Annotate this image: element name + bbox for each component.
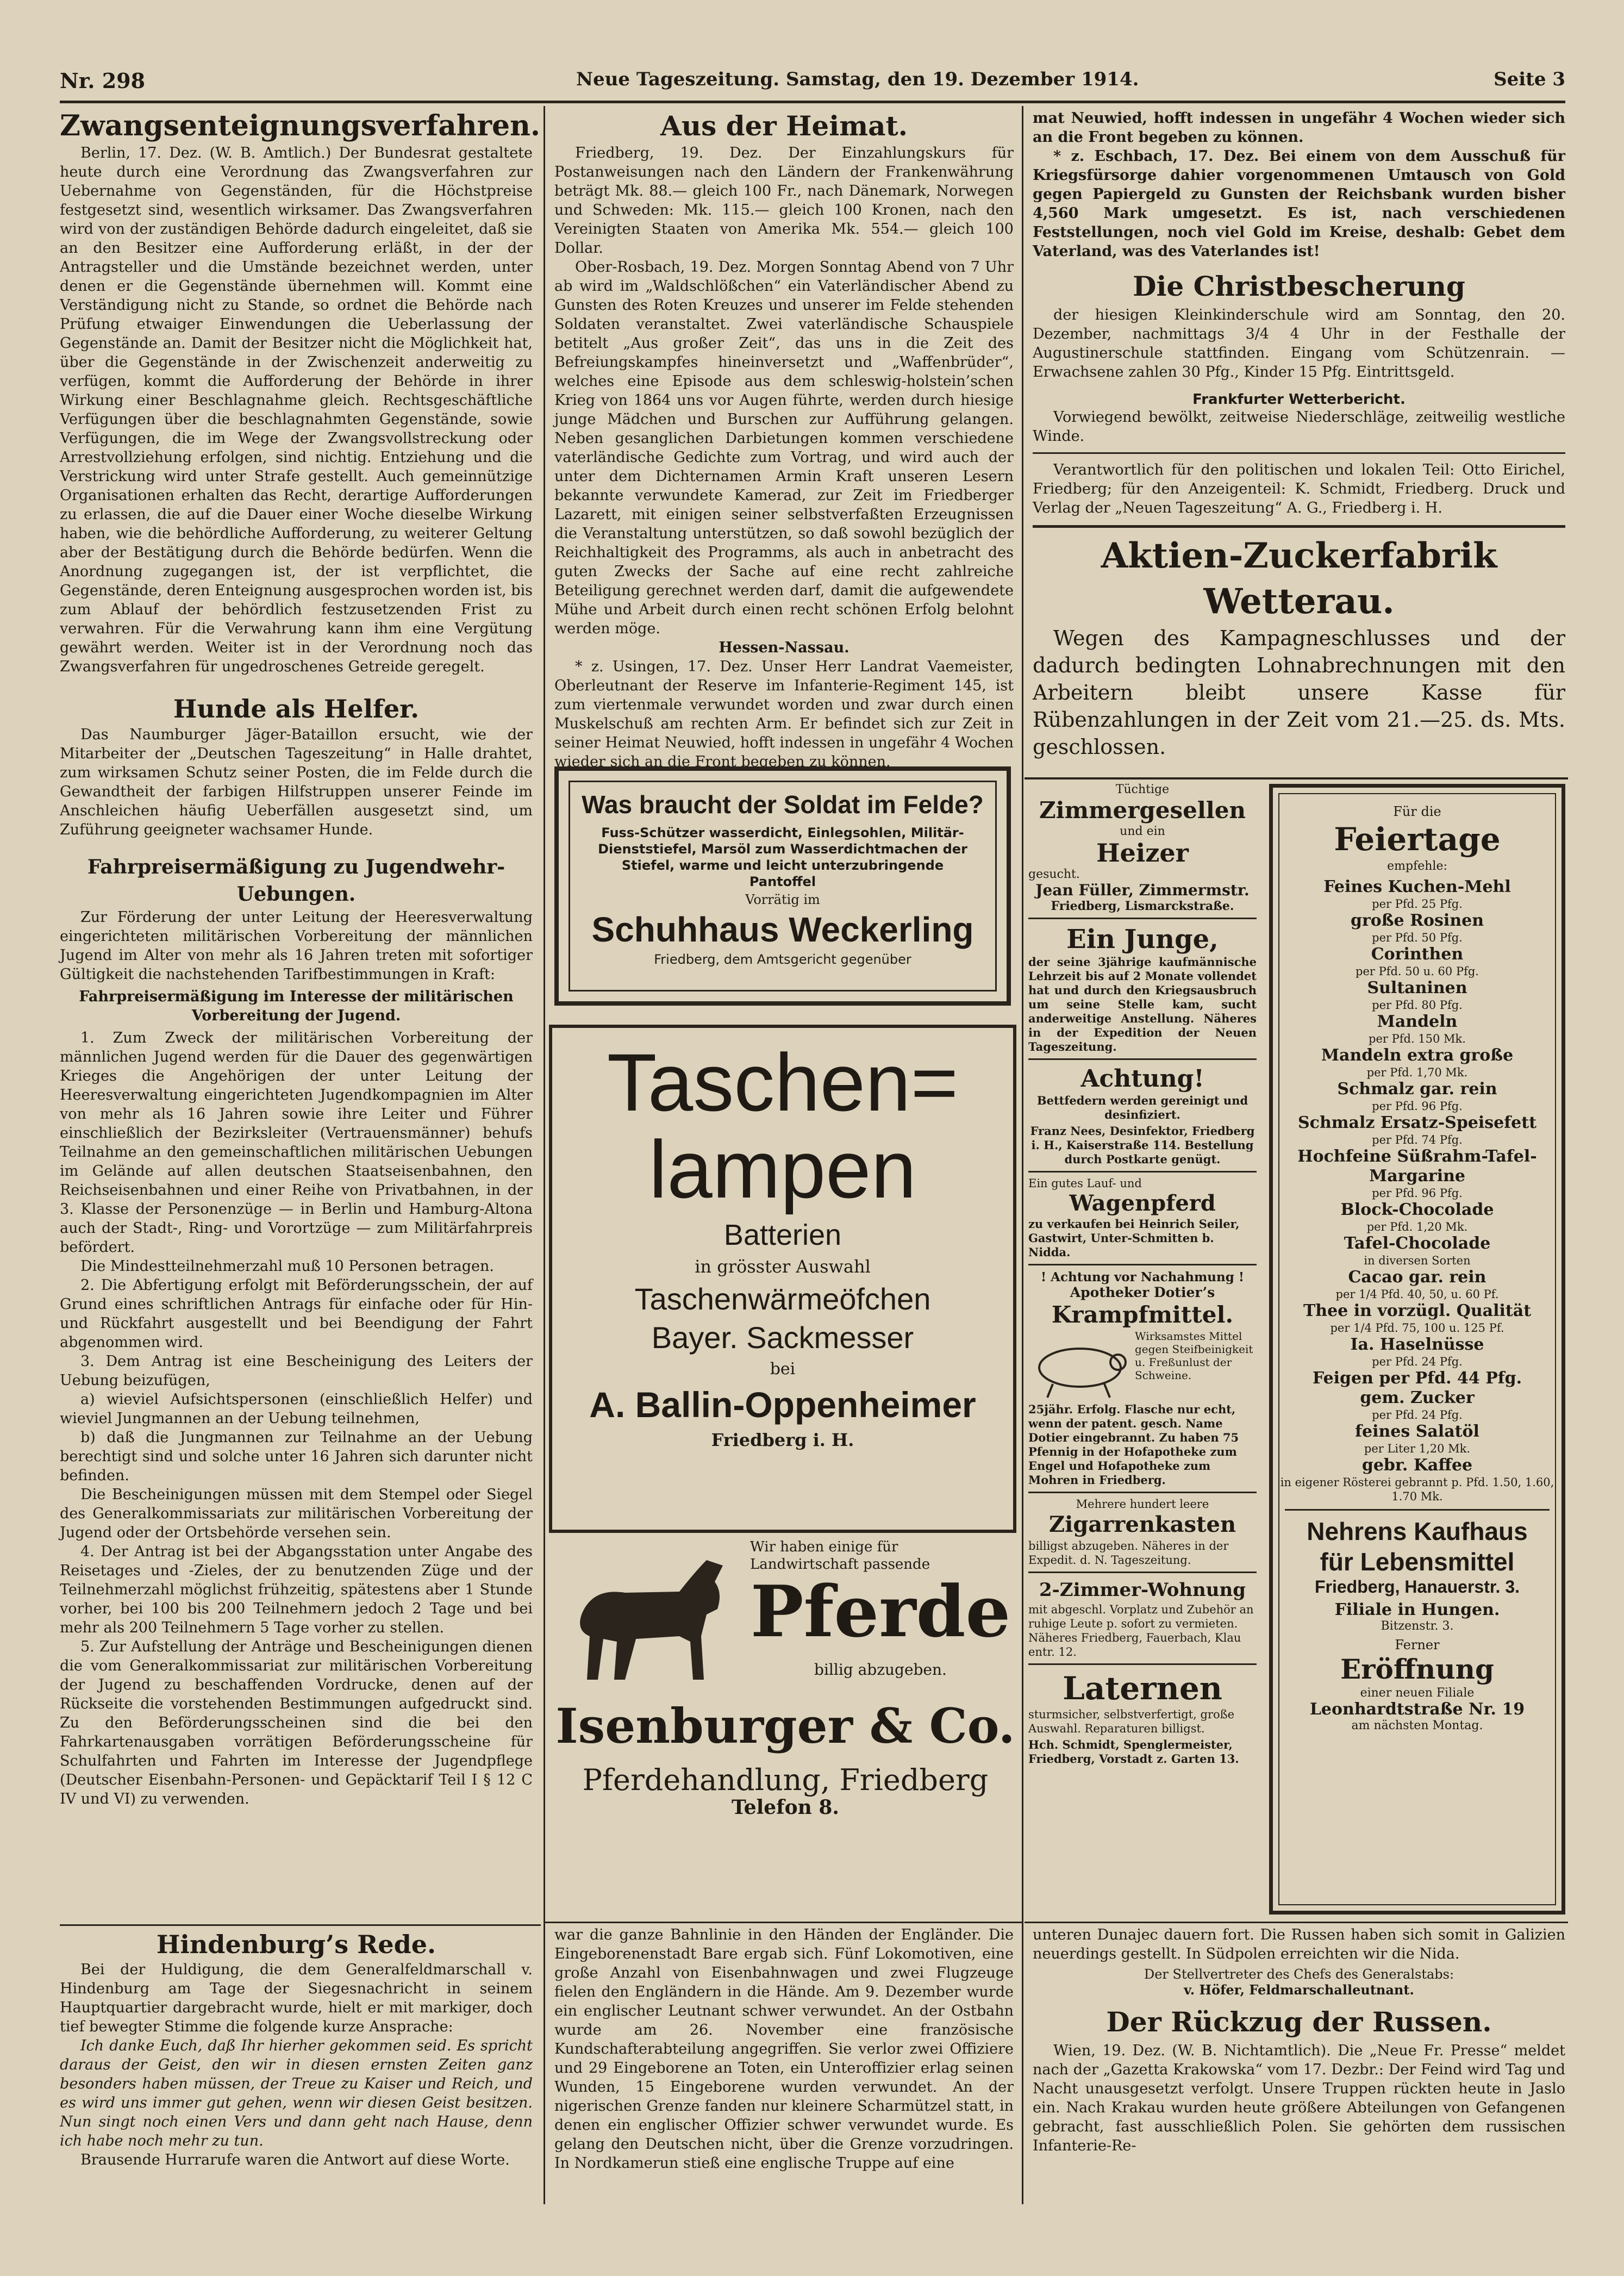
- header-rule: [60, 101, 1565, 103]
- product-price: per Pfd. 50 Pfg.: [1372, 931, 1463, 944]
- ad-weckerling-shop: Schuhhaus Weckerling: [591, 910, 974, 949]
- column-rule-1: [544, 106, 545, 2204]
- product-name: Feigen per Pfd. 44 Pfg.: [1312, 1369, 1522, 1388]
- product-price: per Pfd. 150 Mk.: [1369, 1032, 1466, 1045]
- issue-date: Neue Tageszeitung. Samstag, den 19. Dezember 1914.: [576, 68, 1139, 90]
- hindenburg-outro: Brausende Hurrarufe waren die Antwort auf diese Worte.: [80, 2152, 510, 2168]
- product-name: Mandeln extra große: [1321, 1046, 1514, 1065]
- store-open-2: einer neuen Filiale: [1360, 1686, 1475, 1700]
- apo-name: Apotheker Dotier’s: [1070, 1284, 1215, 1300]
- ad-lampen-line-1: Taschen=: [607, 1037, 959, 1128]
- product-name: feines Salatöl: [1355, 1422, 1479, 1441]
- fahrpreis-stamp: Die Bescheinigungen müssen mit dem Stempel oder Siegel des Generalkommissariats zur militärischen Vorbereitung der Jugend oder der Ortsbehörde versehen sein.: [60, 1486, 533, 1541]
- apo-text: 25jähr. Erfolg. Flasche nur echt, wenn der patent. gesch. Name Dotier eingebrannt. Zu haben 75 Pfennig in der Hofapotheke zum Engel und Hofapotheke zum Mohren in Friedberg.: [1028, 1402, 1239, 1487]
- article-title-enteignung: Zwangsenteignungsverfahren.: [60, 109, 540, 142]
- masthead-row: [60, 64, 1565, 97]
- ad-pferde-top: Wir haben einige für Landwirtschaft passende: [750, 1539, 930, 1573]
- product-name: große Rosinen: [1350, 911, 1484, 930]
- product-name: gebr. Kaffee: [1361, 1456, 1473, 1475]
- column-2: [554, 109, 1014, 770]
- wagen-text-1: Ein gutes Lauf- und: [1028, 1177, 1142, 1190]
- zim-top: Tüchtige: [1115, 783, 1170, 796]
- hindenburg-speech: Ich danke Euch, daß Ihr hierher gekommen seid. Es spricht daraus der Geist, den wir in diesen ernsten Zeiten ganz besonders haben müssen, der Treue zu Kaiser und Reich, und es wird uns immer gut gehen, wenn wir diesen Geist besitzen. Nun singt noch einen Vers und dann geht nach Hause, denn ich habe noch mehr zu tun.: [60, 2037, 533, 2149]
- ad-weckerling-address: Friedberg, dem Amtsgericht gegenüber: [654, 952, 911, 967]
- product-name: Hochfeine Süßrahm-Tafel-Margarine: [1297, 1147, 1537, 1186]
- christbescherung-text: der hiesigen Kleinkinderschule wird am Sonntag, den 20. Dezember, nachmittags 3/4 4 Uhr in der Festhalle der Augustinerschule stattfinden. Eingang vom Schützenrain. — Erwachsene zahlen 30 Pfg., Kinder 15 Pfg. Eintrittsgeld.: [1033, 307, 1565, 381]
- ad-pferde: [554, 1538, 1016, 1919]
- laternen-name: Hch. Schmidt, Spenglermeister, Friedberg, Vorstadt z. Garten 13.: [1028, 1738, 1239, 1766]
- wetter-title: Frankfurter Wetterbericht.: [1192, 391, 1406, 408]
- fahrpreis-rule-3a: a) wieviel Aufsichtspersonen (einschließlich Helfer) und wieviel Jungmannen an der Uebung teilnehmen,: [60, 1391, 533, 1427]
- column-1-bottom-rule: [60, 1924, 541, 1926]
- fahrpreis-rule-4: 4. Der Antrag ist bei der Abgangsstation unter Angabe des Reisetages und -Zieles, der zu benutzenden Züge und der Teilnehmerzahl möglichst frühzeitig, spätestens aber 1 Stunde vorher, bei 100 bis 200 Teilnehmern jedoch 2 Tage und bei mehr als 200 Teilnehmern 5 Tage vorher zu stellen.: [60, 1543, 533, 1636]
- generalstab-sig-1: Der Stellvertreter des Chefs des Generalstabs:: [1144, 1967, 1454, 1982]
- zim-big2: Heizer: [1096, 838, 1189, 868]
- product-name: Tafel-Chocolade: [1344, 1234, 1491, 1253]
- article-title-hunde: Hunde als Helfer.: [173, 694, 420, 724]
- rueckzug-title: Der Rückzug der Russen.: [1106, 2006, 1492, 2038]
- product-price: per Liter 1,20 Mk.: [1364, 1442, 1471, 1455]
- apo-warn: ! Achtung vor Nachahmung !: [1041, 1270, 1244, 1284]
- feiertage-big: Feiertage: [1334, 821, 1501, 858]
- ad-weckerling-items: Fuss-Schützer wasserdicht, Einlegsohlen, Militär-Dienststiefel, Marsöl zum Wasserdichtmachen der Stiefel, warme und leicht unterzubringende Pantoffel: [598, 825, 967, 889]
- product-price: in eigener Rösterei gebrannt p. Pfd. 1.50, 1.60, 1.70 Mk.: [1280, 1476, 1554, 1503]
- zim-gesucht: gesucht.: [1028, 868, 1080, 881]
- ad-lampen-city: Friedberg i. H.: [711, 1430, 854, 1450]
- rueckzug-text: Wien, 19. Dez. (W. B. Nichtamtlich). Die „Neue Fr. Presse“ meldet nach der „Gazetta Krakowska“ vom 17. Dezbr.: Der Feind wird Tag und Nacht unausgesetzt verfolgt. Unsere Truppen rückten heute in Jaslo ein. Nach Krakau wurden heute größere Abteilungen von Gefangenen gebracht, fast ausschließlich Polen. Sie gehörten dem russischen Infanterie-Re-: [1033, 2042, 1565, 2154]
- product-price: per Pfd. 25 Pfg.: [1372, 897, 1463, 911]
- ad-pferde-sub: billig abzugeben.: [814, 1661, 947, 1679]
- col3-eschbach: * z. Eschbach, 17. Dez. Bei einem von dem Ausschuß für Kriegsfürsorge dahier vorgenommenen Umtausch von Gold gegen Papiergeld zu Gunsten der Reichsbank wurden bisher 4,560 Mark umgesetzt. Es ist, nach verschiedenen Feststellungen, noch viel Gold im Kreise, deshalb: Gebet dem Vaterland, was des Vaterlandes ist!: [1033, 148, 1565, 260]
- column-3-bottom: [1033, 1925, 1565, 2208]
- article-title-fahrpreis: Fahrpreisermäßigung zu Jugendwehr-Uebungen.: [87, 856, 505, 906]
- product-price: per 1/4 Pfd. 40, 50, u. 60 Pf.: [1335, 1288, 1499, 1301]
- store-filiale: Filiale in Hungen.: [1334, 1600, 1500, 1619]
- article-body-hunde: Das Naumburger Jäger-Bataillon ersucht, wie der Mitarbeiter der „Deutschen Tageszeitung“ in Halle drahtet, zum wirksamen Schutz seiner Posten, die im Felde durch die Gewandtheit der farbigen Hilfstruppen unserer Feinde im Anschleichen häufig Ueberfällen ausgesetzt sind, um Zuführung geeigneter wachsamer Hunde.: [60, 726, 533, 838]
- achtung-name: Franz Nees, Desinfektor, Friedberg i. H., Kaiserstraße 114. Bestellung durch Postkarte genügt.: [1030, 1124, 1255, 1166]
- fahrpreis-rule-1: 1. Zum Zweck der militärischen Vorbereitung der männlichen Jugend werden für die Dauer des gegenwärtigen Krieges die Angehörigen der unter Leitung der Heeresverwaltung eingerichteten Jugendkompagnien im Alter von mehr als 16 Jahren sowie ihre Leiter und Führer einschließlich der Bezirksleiter (Vertrauensmänner) behufs Teilnahme an den gemeinschaftlichen militärischen Uebungen im Gelände auf allen deutschen Staatseisenbahnen, den Reichseisenbahnen und einer Reihe von Privatbahnen, in der 3. Klasse der Personenzüge — in Berlin und Hamburg-Altona auch der Stadt-, Ring- und Vorortzüge — zum Militärfahrpreis befördert.: [60, 1030, 533, 1256]
- product-name: Mandeln: [1377, 1012, 1458, 1031]
- ad-lampen-messer: Bayer. Sackmesser: [651, 1320, 914, 1355]
- apo-big: Krampfmittel.: [1051, 1301, 1234, 1328]
- product-name: Corinthen: [1371, 945, 1464, 964]
- pig-icon: [1028, 1330, 1132, 1400]
- article-body-enteignung: Berlin, 17. Dez. (W. B. Amtlich.) Der Bundesrat gestaltete heute durch eine Verordnung das Zwangsverfahren zur Uebernahme von Gegenständen, für die Höchstpreise festgesetzt sind, wesentlich wirksamer. Das Zwangsverfahren wird von der zuständigen Behörde dadurch eingeleitet, daß sie an den Besitzer eine Aufforderung erläßt, in der der Antragsteller und die Umstände bezeichnet werden, unter denen er die Gegenstände übernehmen will. Kommt eine Verständigung nicht zu Stande, so ordnet die Behörde nach Prüfung etwaiger Einwendungen die Ueberlassung der Gegenstände an. Damit der Besitzer nicht die Möglichkeit hat, über die Gegenstände in der Zwischenzeit anderweitig zu verfügen, kommt die Aufforderung der Behörde in ihrer Wirkung einer Beschlagnahme gleich. Rechtsgeschäftliche Verfügungen über die beschlagnahmten Gegenstände, sowie Verfügungen, die im Wege der Zwangsvollstreckung oder Arrestvollziehung erfolgen, sind nichtig. Entziehung und die Verstrickung wird unter Strafe gestellt. Auch gemeinnützige Organisationen erhalten das Recht, derartige Aufforderungen zu erlassen, die auf die Dauer einer Woche dieselbe Wirkung haben, wie die behördliche Aufforderung, zu weiterer Geltung aber der Bestätigung durch die Behörde bedürfen. Wenn die Anordnung zugegangen ist, der ist verpflichtet, die Gegenstände, deren Enteignung ausgesprochen worden ist, bis zum Ablauf der behördlich festzusetzenden Frist zu verwahren. Für die Verwahrung kann ihm eine Vergütung gewährt werden. Weiter ist in der Verordnung noch das Zwangsverfahren für ungedroschenes Getreide geregelt.: [60, 145, 533, 675]
- product-name: Block-Chocolade: [1340, 1200, 1494, 1219]
- store-open-3: Leonhardtstraße Nr. 19: [1309, 1700, 1525, 1719]
- ad-pferde-firm: Isenburger & Co.: [555, 1698, 1015, 1754]
- feiertage-top: Für die: [1393, 804, 1441, 819]
- product-price: per Pfd. 50 u. 60 Pfg.: [1356, 965, 1479, 978]
- ad-weckerling: [554, 766, 1011, 1006]
- wohnung-big: 2-Zimmer-Wohnung: [1039, 1579, 1246, 1601]
- section-title-heimat: Aus der Heimat.: [660, 110, 908, 142]
- kamerun-report: war die ganze Bahnlinie in den Händen der Engländer. Die Eingeborenenstadt Bare ergab sich. Fünf Lokomotiven, eine große Anzahl von Eisenbahnwagen und zwei Flugzeuge fielen den Engländern in die Hände. Am 9. Dezember wurde ein englischer Leutnant schwer verwundet. An der Ostbahn wurde am 26. November eine französische Kundschafterabteilung angegriffen. Sie verlor zwei Offiziere und 29 Eingeborene an Toten, ein Unteroffizier erlag seinen Wunden, 15 Eingeborene wurden verwundet. An der nigerischen Grenze fanden nur kleinere Scharmützel statt, in denen ein englischer Offizier schwer verwundet wurde. Es gelang den Deutschen nicht, über die Grenze vorzudringen. In Nordkamerun stieß eine englische Truppe auf eine: [554, 1926, 1014, 2172]
- product-name: Cacao gar. rein: [1348, 1268, 1486, 1287]
- laternen-text: sturmsicher, selbstverfertigt, große Auswahl. Reparaturen billigst.: [1028, 1708, 1235, 1735]
- junge-big: Ein Junge,: [1066, 924, 1219, 955]
- ad-lampen-batterien: Batterien: [723, 1219, 842, 1251]
- wohnung-text: mit abgeschl. Vorplatz und Zubehör an ruhige Leute p. sofort zu vermieten. Näheres Friedberg, Fauerbach, Klau entr. 12.: [1028, 1603, 1254, 1658]
- ad-weckerling-sub: Vorrätig im: [745, 892, 820, 907]
- galizien-report: unteren Dunajec dauern fort. Die Russen haben sich somit in Galizien neuerdings gestellt. In Südpolen erreichten wir die Nida.: [1033, 1926, 1565, 1962]
- ad-pferde-big: Pferde: [750, 1570, 1011, 1653]
- zim-mid: und ein: [1120, 825, 1165, 838]
- generalstab-sig-2: v. Höfer, Feldmarschalleutnant.: [1184, 1982, 1414, 1998]
- product-price: per Pfd. 1,20 Mk.: [1366, 1220, 1468, 1233]
- ad-lampen-bei: bei: [770, 1360, 796, 1379]
- product-name: Feines Kuchen-Mehl: [1323, 877, 1511, 896]
- small-ads-column: [1028, 783, 1257, 1919]
- product-price: per Pfd. 74 Pfg.: [1372, 1133, 1463, 1146]
- product-name: Schmalz gar. rein: [1337, 1080, 1497, 1099]
- zim-big: Zimmergesellen: [1039, 797, 1246, 824]
- heimat-ober-rosbach: Ober-Rosbach, 19. Dez. Morgen Sonntag Abend von 7 Uhr ab wird im „Waldschlößchen“ ein Vaterländischer Abend zu Gunsten des Roten Kreuzes und unserer im Felde stehenden Soldaten veranstaltet. Zwei vaterländische Schauspiele betitelt „Aus großer Zeit“, das uns in die Zeit des Befreiungskampfes hineinversetzt und „Waffenbrüder“, welches eine Episode aus dem schleswig-holstein’schen Krieg von 1864 uns vor Augen führte, werden durch hiesige junge Mädchen und Burschen zur Aufführung gelangen. Neben gesanglichen Darbietungen kommen verschiedene vaterländische Gedichte zum Vortrag, und wird auch der unter dem Dichternamen Armin Kraft unseren Lesern bekannte verwundete Kamerad, zur Zeit im Friedberger Lazarett, mit einigen seiner selbstverfaßten Erzeugnissen die Veranstaltung unterstützen, so daß sowohl bezüglich der Reichhaltigkeit des Programms, als auch in anbetracht des guten Zwecks der Sache auf eine recht zahlreiche Beteiligung gerechnet werden darf, damit die aufgewendete Mühe und Arbeit durch einen recht schönen Erfolg belohnt werden möge.: [554, 259, 1014, 637]
- zim-name: Jean Füller, Zimmermstr.: [1035, 881, 1250, 899]
- product-name: Schmalz Ersatz-Speisefett: [1298, 1113, 1536, 1132]
- article-title-hindenburg: Hindenburg’s Rede.: [156, 1930, 436, 1959]
- product-name: Thee in vorzügl. Qualität: [1303, 1301, 1532, 1320]
- product-price: per 1/4 Pfd. 75, 100 u. 125 Pf.: [1330, 1321, 1504, 1335]
- store-open-4: am nächsten Montag.: [1351, 1719, 1483, 1732]
- product-name: Ia. Haselnüsse: [1350, 1335, 1484, 1354]
- christbescherung-title: Die Christbescherung: [1133, 270, 1465, 302]
- heimat-subtitle: Hessen-Nassau.: [719, 639, 850, 656]
- store-open: Eröffnung: [1340, 1653, 1494, 1685]
- horse-silhouette: [580, 1560, 723, 1680]
- product-price: per Pfd. 96 Pfg.: [1372, 1100, 1463, 1113]
- product-price: per Pfd. 80 Pfg.: [1372, 999, 1463, 1012]
- zig-text: billigst abzugeben. Näheres in der Expedit. d. N. Tageszeitung.: [1028, 1539, 1229, 1567]
- fahrpreis-min: Die Mindestteilnehmerzahl muß 10 Personen betragen.: [80, 1258, 494, 1275]
- zig-top: Mehrere hundert leere: [1076, 1498, 1209, 1511]
- feiertage-empfehle: empfehle:: [1387, 859, 1447, 873]
- product-price: per Pfd. 24 Pfg.: [1372, 1408, 1463, 1421]
- store-address: Friedberg, Hanauerstr. 3.: [1314, 1577, 1520, 1597]
- zig-big: Zigarrenkasten: [1048, 1512, 1236, 1537]
- fahrpreis-rule-3b: b) daß die Jungmannen zur Teilnahme an der Uebung berechtigt sind und solche unter 16 Jahren sich darunter nicht befinden.: [60, 1429, 533, 1484]
- article-intro-fahrpreis: Zur Förderung der unter Leitung der Heeresverwaltung eingerichteten militärischen Vorbereitung der männlichen Jugend im Alter von mehr als 16 Jahren treten mit sofortiger Gültigkeit die nachstehenden Tarifbestimmungen in Kraft:: [60, 909, 533, 983]
- fahrpreis-rule-3: 3. Dem Antrag ist eine Bescheinigung des Leiters der Uebung beizufügen,: [60, 1353, 533, 1389]
- feiertage-list: [1279, 877, 1555, 1504]
- heimat-usingen: * z. Usingen, 17. Dez. Unser Herr Landrat Vaemeister, Oberleutnant der Reserve im Infanterie-Regiment 145, ist zum viertenmale verwundet worden und zwar durch einen Muskelschuß am rechten Arm. Er befindet sich zur Zeit in seiner Heimat Neuwied, hofft indessen in ungefähr 4 Wochen wieder sich an die Front begeben zu können.: [554, 658, 1014, 770]
- zim-address: Friedberg, Lismarckstraße.: [1051, 899, 1234, 913]
- zuckerfabrik-title: Aktien-Zuckerfabrik Wetterau.: [1101, 535, 1497, 622]
- ad-feiertage: [1269, 784, 1565, 1915]
- page-number: Seite 3: [1494, 68, 1565, 90]
- ad-taschenlampen: [549, 1025, 1016, 1533]
- apo-side: Wirksamstes Mittel gegen Steifbeinigkeit u. Freßunlust der Schweine.: [1135, 1330, 1253, 1382]
- column-3: [1033, 109, 1565, 777]
- column-1: [60, 109, 540, 2207]
- hindenburg-intro: Bei der Huldigung, die dem Generalfeldmarschall v. Hindenburg am Tage der Siegesnachricht in seinem Hauptquartier dargebracht wurde, hielt er mit markiger, doch tief bewegter Stimme die folgende kurze Ansprache:: [60, 1961, 533, 2035]
- wetter-text: Vorwiegend bewölkt, zeitweise Niederschläge, zeitweilig westliche Winde.: [1033, 409, 1565, 445]
- zuckerfabrik-text: Wegen des Kampagneschlusses und der dadurch bedingten Lohnabrechnungen mit den Arbeitern bleibt unsere Kasse für Rübenzahlungen in der Zeit vom 21.—25. ds. Mts. geschlossen.: [1033, 626, 1565, 759]
- fahrpreis-rule-5: 5. Zur Aufstellung der Anträge und Bescheinigungen dienen die vom Generalkommissariat zur militärischen Vorbereitung der Jugend zu beschaffenden Vordrucke, denen auf der Rückseite die vorstehenden Bestimmungen aufgedruckt sind. Zu den Beförderungsscheinen sind die bei den Fahrkartenausgaben vorrätigen Beförderungsscheine für Schulfahrten und Fahrten im Interesse der Jugendpflege (Deutscher Eisenbahn-Personen- und Gepäcktarif Teil I § 12 C IV und VI) zu verwenden.: [60, 1638, 533, 1807]
- column-2-bottom-rule: [544, 1922, 1022, 1923]
- wagen-text-2: zu verkaufen bei Heinrich Seiler, Gastwirt, Unter-Schmitten b. Nidda.: [1028, 1217, 1240, 1259]
- product-name: Sultaninen: [1367, 978, 1467, 997]
- issue-number: Nr. 298: [60, 68, 146, 93]
- ad-lampen-oefchen: Taschenwärmeöfchen: [634, 1282, 931, 1316]
- achtung-text: Bettfedern werden gereinigt und desinfiziert.: [1036, 1094, 1248, 1121]
- ad-lampen-line-2: lampen: [649, 1124, 916, 1215]
- column-2-bottom: [554, 1925, 1014, 2208]
- store-ferner: Ferner: [1395, 1637, 1440, 1653]
- product-price: per Pfd. 96 Pfg.: [1372, 1187, 1463, 1200]
- ad-weckerling-question: Was braucht der Soldat im Felde?: [582, 790, 984, 819]
- product-price: per Pfd. 24 Pfg.: [1372, 1355, 1463, 1368]
- store-name-2: für Lebensmittel: [1320, 1548, 1515, 1576]
- small-ads-top-rule: [1025, 777, 1568, 780]
- horse-illustration: [560, 1549, 745, 1685]
- product-price: per Pfd. 1,70 Mk.: [1366, 1066, 1468, 1079]
- ad-pferde-tel: Telefon 8.: [732, 1796, 839, 1819]
- ad-lampen-auswahl: in grösster Auswahl: [695, 1256, 871, 1277]
- laternen-big: Laternen: [1063, 1670, 1222, 1707]
- achtung-big: Achtung!: [1080, 1065, 1204, 1093]
- fahrpreis-rule-2: 2. Die Abfertigung erfolgt mit Beförderungsschein, der auf Grund eines schriftlichen Antrags für einfache oder für Hin- und Rückfahrt ausgestellt und bei Beendigung der Fahrt abgenommen wird.: [60, 1277, 533, 1351]
- imprint: Verantwortlich für den politischen und lokalen Teil: Otto Eirichel, Friedberg; für den Anzeigenteil: K. Schmidt, Friedberg. Druck und Verlag der „Neuen Tageszeitung“ A. G., Friedberg i. H.: [1033, 462, 1565, 516]
- junge-text: der seine 3jährige kaufmännische Lehrzeit bis auf 2 Monate vollendet hat und durch den Kriegsausbruch um seine Stelle kam, sucht anderweitige Anstellung. Näheres in der Expedition der Neuen Tageszeitung.: [1028, 955, 1257, 1053]
- column-1-bottom: [60, 1929, 533, 2211]
- product-name: gem. Zucker: [1360, 1388, 1475, 1407]
- product-price: in diversen Sorten: [1364, 1254, 1471, 1267]
- ad-pferde-place: Pferdehandlung, Friedberg: [582, 1763, 989, 1797]
- col3-continued: mat Neuwied, hofft indessen in ungefähr 4 Wochen wieder sich an die Front begeben zu können.: [1033, 110, 1565, 146]
- store-name-1: Nehrens Kaufhaus: [1307, 1517, 1528, 1545]
- column-3-bottom-rule: [1025, 1922, 1568, 1923]
- store-filiale-2: Bitzenstr. 3.: [1381, 1619, 1454, 1633]
- heimat-friedberg: Friedberg, 19. Dez. Der Einzahlungskurs für Postanweisungen nach den Ländern der Frankenwährung beträgt Mk. 88.— gleich 100 Fr., nach Dänemark, Norwegen und Schweden: Mk. 115.— gleich 100 Kronen, nach den Vereinigten Staaten von Amerika Mk. 554.— gleich 100 Dollar.: [554, 145, 1014, 257]
- column-rule-2: [1022, 106, 1023, 2204]
- wagen-big: Wagenpferd: [1069, 1190, 1216, 1216]
- ad-lampen-firm: A. Ballin-Oppenheimer: [589, 1385, 976, 1425]
- article-subtitle-fahrpreis: Fahrpreisermäßigung im Interesse der militärischen Vorbereitung der Jugend.: [79, 988, 514, 1024]
